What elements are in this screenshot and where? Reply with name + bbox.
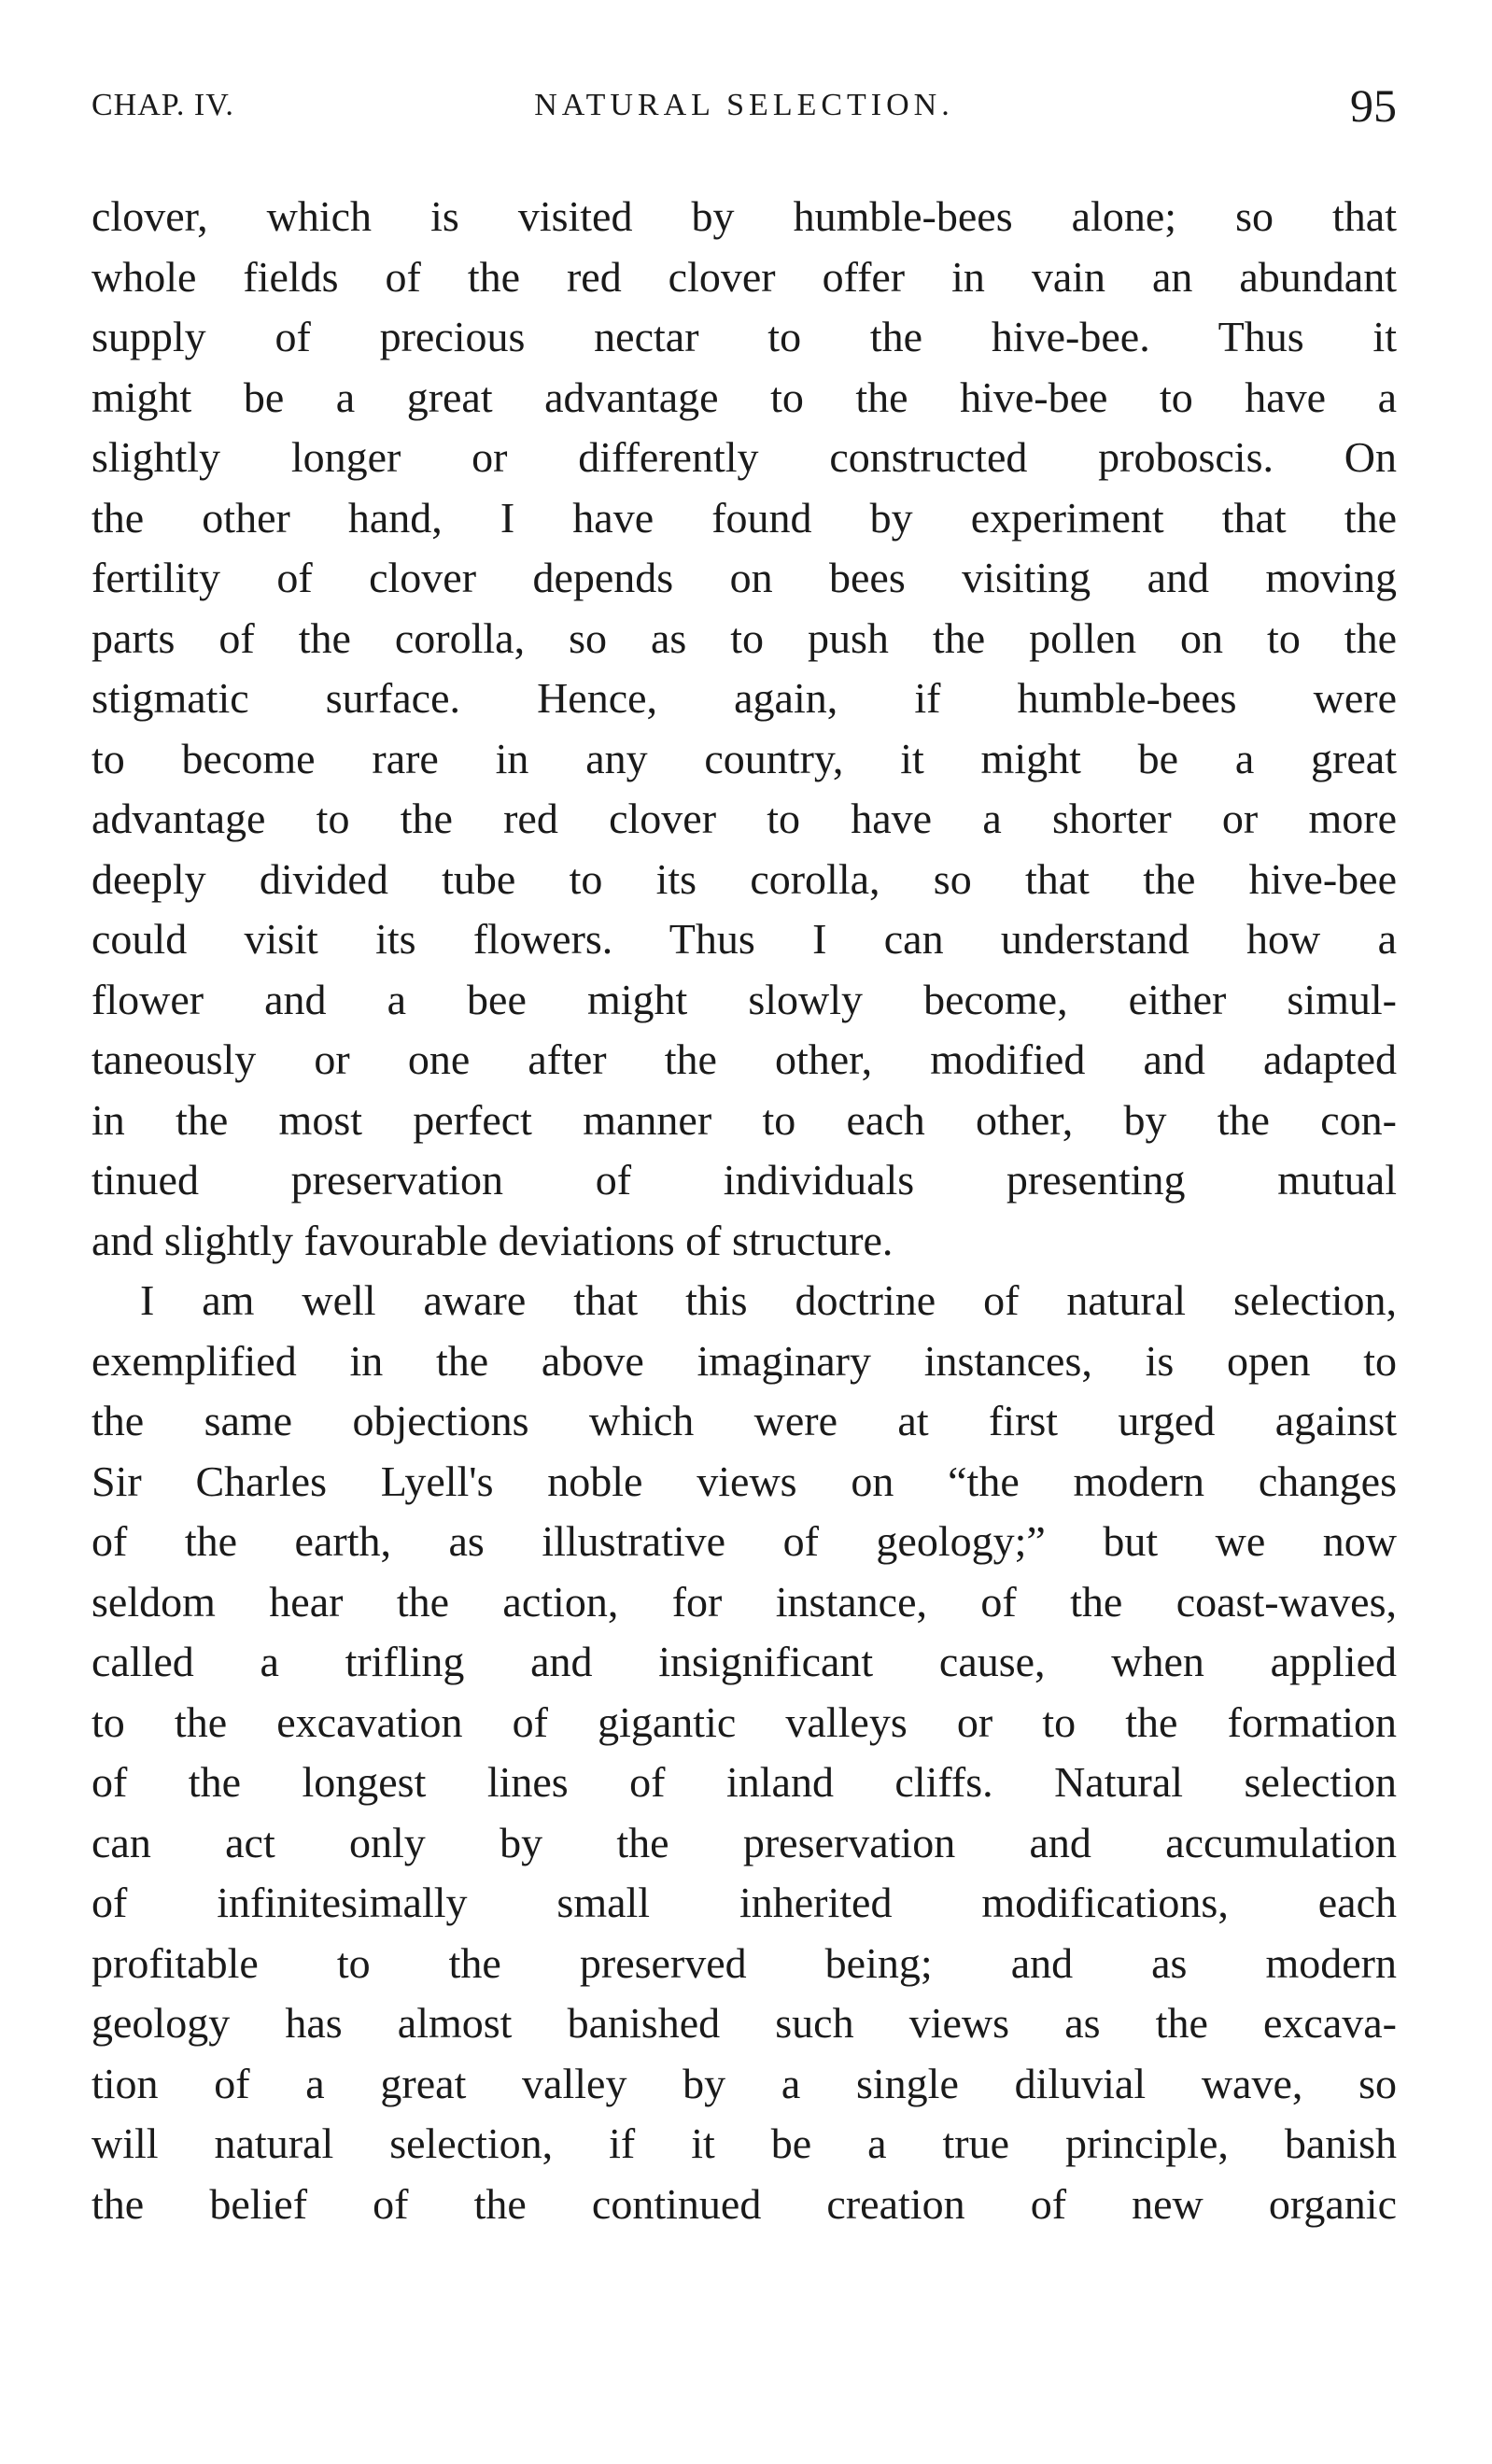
paragraph-1 <box>91 187 1397 1271</box>
body-text <box>91 187 1397 2234</box>
text-line: will natural selection, if it be a true principle, banish <box>91 2119 1397 2167</box>
text-line: seldom hear the action, for instance, of the coast-waves, <box>91 1577 1397 1626</box>
text-line: advantage to the red clover to have a shorter or more <box>91 795 1397 842</box>
text-line: exemplified in the above imaginary instances, is open to <box>91 1336 1397 1385</box>
text-line: called a trifling and insignificant cause, when applied <box>91 1638 1397 1685</box>
text-line: taneously or one after the other, modified and adapted <box>91 1035 1397 1083</box>
text-line: might be a great advantage to the hive-bee to have a <box>91 373 1397 421</box>
text-line: whole fields of the red clover offer in vain an abundant <box>91 252 1397 301</box>
text-line: the belief of the continued creation of new organic <box>91 2179 1397 2228</box>
page-number: 95 <box>1350 79 1397 132</box>
text-line: tion of a great valley by a single diluvial wave, so <box>91 2059 1397 2107</box>
chapter-label: CHAP. IV. <box>91 88 234 122</box>
text-line: parts of the corolla, so as to push the pollen on to the <box>91 613 1397 662</box>
text-line: stigmatic surface. Hence, again, if humble-bees were <box>91 674 1397 722</box>
text-line: I am well aware that this doctrine of natural selection, <box>140 1276 1397 1324</box>
text-line: slightly longer or differently constructed proboscis. On <box>91 433 1397 481</box>
text-line: to the excavation of gigantic valleys or to the formation <box>91 1697 1397 1746</box>
text-line: the other hand, I have found by experiment that the <box>91 493 1397 542</box>
text-line: the same objections which were at first urged against <box>91 1397 1397 1444</box>
text-line: to become rare in any country, it might be a great <box>91 734 1397 782</box>
text-line: fertility of clover depends on bees visiting and moving <box>91 554 1397 601</box>
text-line: supply of precious nectar to the hive-bee. Thus it <box>91 313 1397 360</box>
text-line: flower and a bee might slowly become, either simul- <box>91 975 1397 1023</box>
text-line: could visit its flowers. Thus I can understand how a <box>91 915 1397 963</box>
text-line: in the most perfect manner to each other, by the con- <box>91 1095 1397 1144</box>
text-line: of the longest lines of inland cliffs. Natural selection <box>91 1758 1397 1806</box>
text-line: of infinitesimally small inherited modifications, each <box>91 1879 1397 1926</box>
text-line: can act only by the preservation and accumulation <box>91 1818 1397 1866</box>
text-line: deeply divided tube to its corolla, so that the hive-bee <box>91 854 1397 903</box>
text-line: of the earth, as illustrative of geology;” but we now <box>91 1517 1397 1565</box>
text-line: and slightly favourable deviations of structure. <box>91 1216 894 1264</box>
text-line: geology has almost banished such views as the excava- <box>91 1999 1397 2047</box>
text-line: Sir Charles Lyell's noble views on “the modern changes <box>91 1457 1397 1505</box>
running-title: NATURAL SELECTION. <box>534 88 954 122</box>
text-line: tinued preservation of individuals presenting mutual <box>91 1156 1397 1204</box>
running-header <box>91 79 1397 138</box>
text-line: profitable to the preserved being; and as modern <box>91 1938 1397 1987</box>
paragraph-2 <box>91 1271 1397 2234</box>
text-line: clover, which is visited by humble-bees alone; so that <box>91 192 1397 240</box>
